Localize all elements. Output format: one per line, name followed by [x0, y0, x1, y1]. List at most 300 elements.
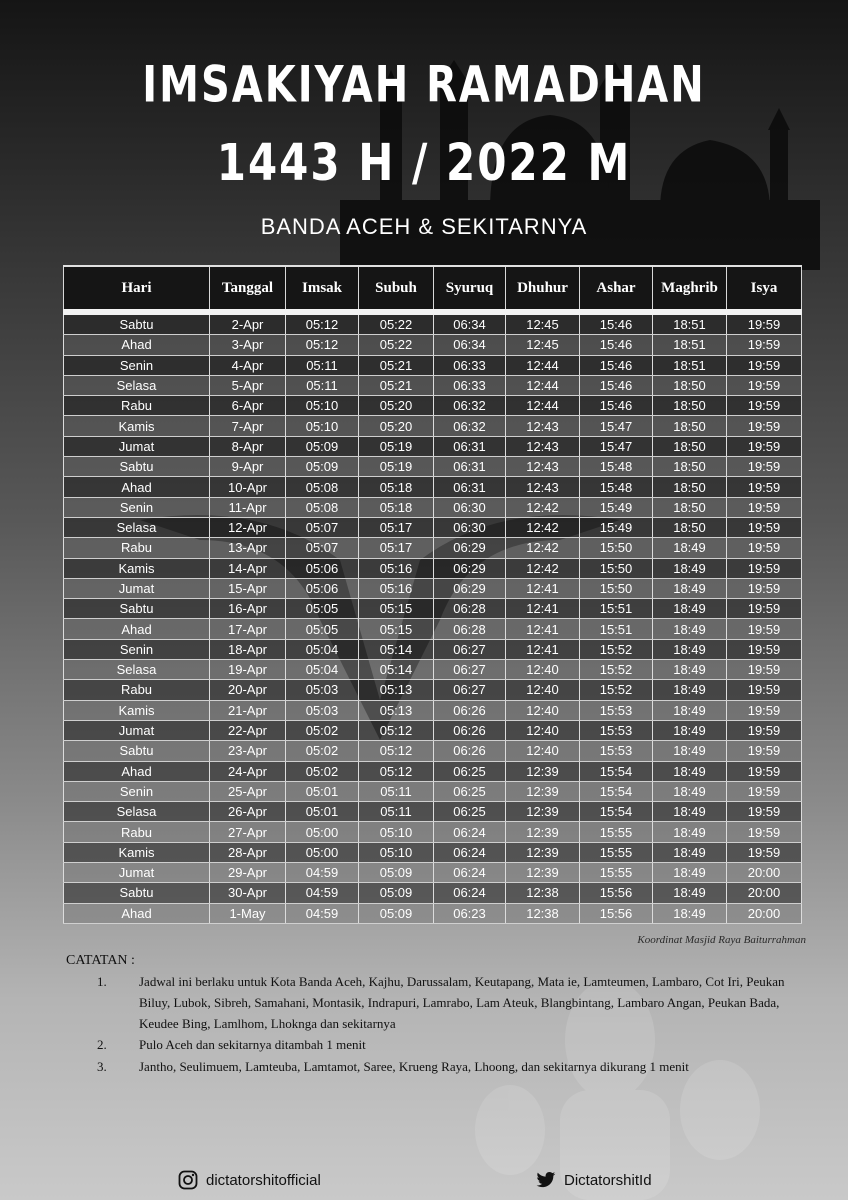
table-cell: 16-Apr — [210, 599, 286, 619]
table-cell: 05:15 — [359, 599, 434, 619]
table-cell: 19:59 — [727, 538, 802, 558]
table-cell: 05:00 — [286, 822, 359, 842]
table-cell: 05:12 — [359, 720, 434, 740]
table-cell: Rabu — [64, 538, 210, 558]
note-number: 2. — [97, 1037, 107, 1052]
table-cell: 18:49 — [653, 680, 727, 700]
table-cell: 21-Apr — [210, 700, 286, 720]
table-row — [64, 477, 802, 497]
table-cell: 15:55 — [580, 842, 653, 862]
table-cell: 15:46 — [580, 396, 653, 416]
table-cell: 18:50 — [653, 416, 727, 436]
table-cell: 18:49 — [653, 639, 727, 659]
table-cell: 18-Apr — [210, 639, 286, 659]
table-cell: 05:01 — [286, 781, 359, 801]
table-cell: Kamis — [64, 416, 210, 436]
note-text: Jadwal ini berlaku untuk Kota Banda Aceh, Kajhu, Darussalam, Keutapang, Mata ie, Lamteumen, Lambaro, Cot Iri, Peukan Biluy, Lubok, Sibreh, Samahani, Montasik, Indrapuri, Lamrabo, Lam Ateuk, Blangbintang, Lambaro Angan, Peukan Bada, Keudee Bing, Lamlhom, Lhoknga dan sekitarnya — [139, 974, 785, 1031]
table-cell: 30-Apr — [210, 883, 286, 903]
table-cell: 10-Apr — [210, 477, 286, 497]
table-cell: Kamis — [64, 700, 210, 720]
table-row — [64, 802, 802, 822]
table-cell: 15:54 — [580, 781, 653, 801]
table-row — [64, 497, 802, 517]
table-cell: 05:10 — [359, 822, 434, 842]
table-cell: 05:15 — [359, 619, 434, 639]
table-cell: 15:56 — [580, 883, 653, 903]
table-cell: 12:43 — [506, 416, 580, 436]
table-cell: 22-Apr — [210, 720, 286, 740]
table-cell: 18:51 — [653, 335, 727, 355]
table-cell: 06:29 — [434, 538, 506, 558]
table-body — [64, 312, 802, 923]
table-cell: 06:25 — [434, 781, 506, 801]
table-cell: 15:53 — [580, 700, 653, 720]
table-cell: 9-Apr — [210, 457, 286, 477]
table-cell: 18:49 — [653, 538, 727, 558]
table-cell: 5-Apr — [210, 375, 286, 395]
table-row — [64, 558, 802, 578]
table-cell: 05:20 — [359, 416, 434, 436]
table-cell: 18:49 — [653, 660, 727, 680]
table-cell: 05:02 — [286, 720, 359, 740]
table-cell: 05:06 — [286, 558, 359, 578]
table-cell: 12:38 — [506, 883, 580, 903]
table-cell: Sabtu — [64, 312, 210, 335]
table-cell: 05:02 — [286, 741, 359, 761]
table-cell: 18:49 — [653, 741, 727, 761]
table-cell: 15:50 — [580, 558, 653, 578]
table-cell: 15:46 — [580, 335, 653, 355]
table-cell: Ahad — [64, 903, 210, 923]
table-cell: 06:29 — [434, 578, 506, 598]
table-cell: 12:43 — [506, 436, 580, 456]
table-cell: 06:33 — [434, 355, 506, 375]
table-cell: 20:00 — [727, 863, 802, 883]
table-cell: 12:42 — [506, 517, 580, 537]
table-cell: 05:04 — [286, 660, 359, 680]
table-cell: 18:49 — [653, 781, 727, 801]
title-line-1: IMSAKIYAH RAMADHAN — [142, 56, 706, 114]
table-cell: 05:19 — [359, 457, 434, 477]
table-cell: 05:13 — [359, 680, 434, 700]
table-cell: 18:49 — [653, 558, 727, 578]
table-cell: 06:24 — [434, 863, 506, 883]
table-cell: 19:59 — [727, 477, 802, 497]
table-cell: 12:39 — [506, 822, 580, 842]
table-cell: 05:12 — [286, 312, 359, 335]
table-cell: 20:00 — [727, 903, 802, 923]
table-cell: 26-Apr — [210, 802, 286, 822]
table-cell: 15-Apr — [210, 578, 286, 598]
table-cell: 15:50 — [580, 578, 653, 598]
table-cell: 19:59 — [727, 639, 802, 659]
table-cell: Ahad — [64, 477, 210, 497]
table-cell: 05:09 — [359, 883, 434, 903]
instagram-label: dictatorshitofficial — [206, 1171, 321, 1189]
table-cell: 19:59 — [727, 822, 802, 842]
table-cell: 05:09 — [359, 903, 434, 923]
table-cell: 12:40 — [506, 700, 580, 720]
column-header: Dhuhur — [506, 266, 580, 312]
table-cell: 05:00 — [286, 842, 359, 862]
table-cell: 05:20 — [359, 396, 434, 416]
table-cell: 25-Apr — [210, 781, 286, 801]
table-cell: 05:09 — [286, 457, 359, 477]
table-cell: Selasa — [64, 517, 210, 537]
table-row — [64, 457, 802, 477]
table-cell: 3-Apr — [210, 335, 286, 355]
table-cell: 05:10 — [286, 396, 359, 416]
table-cell: 06:28 — [434, 619, 506, 639]
table-cell: 19:59 — [727, 355, 802, 375]
table-cell: 12:39 — [506, 802, 580, 822]
table-cell: Sabtu — [64, 883, 210, 903]
table-cell: 12:42 — [506, 497, 580, 517]
table-cell: 12:41 — [506, 599, 580, 619]
table-cell: Senin — [64, 781, 210, 801]
table-cell: 27-Apr — [210, 822, 286, 842]
title-line-2: 1443 H / 2022 M — [216, 133, 632, 192]
table-cell: 05:03 — [286, 700, 359, 720]
table-cell: 17-Apr — [210, 619, 286, 639]
table-cell: 19:59 — [727, 396, 802, 416]
table-cell: 18:49 — [653, 822, 727, 842]
table-row — [64, 781, 802, 801]
table-cell: Ahad — [64, 619, 210, 639]
table-cell: 15:48 — [580, 457, 653, 477]
table-cell: 05:01 — [286, 802, 359, 822]
table-cell: 18:50 — [653, 457, 727, 477]
table-cell: Sabtu — [64, 457, 210, 477]
table-cell: 19:59 — [727, 802, 802, 822]
table-cell: 15:52 — [580, 680, 653, 700]
table-cell: Sabtu — [64, 599, 210, 619]
table-cell: 06:31 — [434, 457, 506, 477]
table-cell: 05:07 — [286, 538, 359, 558]
table-cell: 05:05 — [286, 599, 359, 619]
note-number: 1. — [97, 974, 107, 989]
table-cell: 06:31 — [434, 477, 506, 497]
table-row — [64, 741, 802, 761]
table-cell: 12:45 — [506, 312, 580, 335]
table-cell: 05:12 — [286, 335, 359, 355]
table-cell: Jumat — [64, 436, 210, 456]
table-cell: 15:46 — [580, 375, 653, 395]
table-cell: 05:22 — [359, 335, 434, 355]
table-cell: 15:49 — [580, 517, 653, 537]
table-row — [64, 822, 802, 842]
table-row — [64, 517, 802, 537]
table-cell: 18:50 — [653, 477, 727, 497]
table-cell: 12:43 — [506, 477, 580, 497]
table-cell: 06:33 — [434, 375, 506, 395]
table-cell: 18:50 — [653, 436, 727, 456]
table-cell: 18:51 — [653, 312, 727, 335]
note-number: 3. — [97, 1059, 107, 1074]
column-header: Ashar — [580, 266, 653, 312]
table-cell: 05:02 — [286, 761, 359, 781]
table-cell: 29-Apr — [210, 863, 286, 883]
table-row — [64, 335, 802, 355]
table-cell: 18:50 — [653, 396, 727, 416]
table-cell: 18:49 — [653, 720, 727, 740]
table-cell: 06:30 — [434, 517, 506, 537]
table-cell: Rabu — [64, 396, 210, 416]
table-cell: 15:51 — [580, 599, 653, 619]
table-cell: 06:29 — [434, 558, 506, 578]
table-cell: 19:59 — [727, 781, 802, 801]
table-cell: Selasa — [64, 802, 210, 822]
table-cell: 12:39 — [506, 863, 580, 883]
table-cell: 8-Apr — [210, 436, 286, 456]
table-row — [64, 599, 802, 619]
table-cell: 19:59 — [727, 436, 802, 456]
table-cell: 06:26 — [434, 741, 506, 761]
table-cell: 19:59 — [727, 335, 802, 355]
table-cell: 04:59 — [286, 863, 359, 883]
table-row — [64, 660, 802, 680]
table-cell: Senin — [64, 497, 210, 517]
table-cell: 15:54 — [580, 761, 653, 781]
table-cell: 06:27 — [434, 680, 506, 700]
table-cell: 12:43 — [506, 457, 580, 477]
table-cell: 19:59 — [727, 660, 802, 680]
table-cell: 05:21 — [359, 375, 434, 395]
table-cell: 19:59 — [727, 761, 802, 781]
table-cell: 15:50 — [580, 538, 653, 558]
table-cell: 19:59 — [727, 619, 802, 639]
table-cell: 12:40 — [506, 660, 580, 680]
table-cell: 18:51 — [653, 355, 727, 375]
table-cell: 15:53 — [580, 741, 653, 761]
table-cell: 05:16 — [359, 558, 434, 578]
table-cell: 05:12 — [359, 761, 434, 781]
note-text: Jantho, Seulimuem, Lamteuba, Lamtamot, Saree, Krueng Raya, Lhoong, dan sekitarnya dikurang 1 menit — [139, 1059, 689, 1074]
table-cell: Rabu — [64, 680, 210, 700]
table-cell: 19:59 — [727, 312, 802, 335]
table-row — [64, 842, 802, 862]
table-cell: 05:22 — [359, 312, 434, 335]
twitter-label: DictatorshitId — [564, 1171, 652, 1189]
table-row — [64, 761, 802, 781]
table-row — [64, 416, 802, 436]
table-cell: 14-Apr — [210, 558, 286, 578]
table-cell: Sabtu — [64, 741, 210, 761]
table-cell: 15:49 — [580, 497, 653, 517]
table-cell: 18:49 — [653, 863, 727, 883]
table-cell: 12:39 — [506, 761, 580, 781]
table-cell: Ahad — [64, 761, 210, 781]
table-cell: 19:59 — [727, 375, 802, 395]
table-cell: 12:40 — [506, 720, 580, 740]
table-cell: 15:51 — [580, 619, 653, 639]
column-header: Tanggal — [210, 266, 286, 312]
table-row — [64, 863, 802, 883]
table-cell: 18:49 — [653, 761, 727, 781]
table-cell: 05:14 — [359, 660, 434, 680]
table-cell: 19:59 — [727, 741, 802, 761]
table-cell: 19-Apr — [210, 660, 286, 680]
table-row — [64, 538, 802, 558]
table-cell: 19:59 — [727, 700, 802, 720]
table-cell: 12:44 — [506, 396, 580, 416]
table-cell: 12:44 — [506, 355, 580, 375]
table-cell: 19:59 — [727, 497, 802, 517]
table-cell: 06:24 — [434, 883, 506, 903]
table-cell: 19:59 — [727, 720, 802, 740]
table-cell: 15:47 — [580, 436, 653, 456]
table-row — [64, 396, 802, 416]
instagram-icon — [178, 1170, 198, 1190]
table-cell: 06:26 — [434, 700, 506, 720]
table-row — [64, 312, 802, 335]
table-cell: 05:05 — [286, 619, 359, 639]
table-cell: 19:59 — [727, 842, 802, 862]
table-cell: Selasa — [64, 375, 210, 395]
table-row — [64, 436, 802, 456]
table-cell: 05:17 — [359, 517, 434, 537]
table-cell: 23-Apr — [210, 741, 286, 761]
table-cell: 15:46 — [580, 355, 653, 375]
table-cell: Kamis — [64, 842, 210, 862]
table-cell: 05:07 — [286, 517, 359, 537]
table-cell: 15:52 — [580, 660, 653, 680]
table-cell: 06:31 — [434, 436, 506, 456]
table-cell: 05:10 — [359, 842, 434, 862]
table-cell: 06:24 — [434, 822, 506, 842]
table-cell: 06:34 — [434, 335, 506, 355]
table-cell: 19:59 — [727, 457, 802, 477]
note-text: Pulo Aceh dan sekitarnya ditambah 1 menit — [139, 1037, 366, 1052]
table-cell: 05:11 — [286, 375, 359, 395]
table-row — [64, 578, 802, 598]
table-cell: Jumat — [64, 578, 210, 598]
table-cell: 12:41 — [506, 619, 580, 639]
table-cell: 19:59 — [727, 578, 802, 598]
table-cell: 15:48 — [580, 477, 653, 497]
table-cell: 20-Apr — [210, 680, 286, 700]
table-cell: 06:32 — [434, 396, 506, 416]
table-cell: 15:47 — [580, 416, 653, 436]
table-cell: 06:26 — [434, 720, 506, 740]
table-row — [64, 355, 802, 375]
table-cell: 12:44 — [506, 375, 580, 395]
table-cell: 20:00 — [727, 883, 802, 903]
table-cell: 19:59 — [727, 599, 802, 619]
table-header-row — [64, 266, 802, 312]
table-cell: 12:40 — [506, 741, 580, 761]
table-cell: 06:27 — [434, 660, 506, 680]
table-cell: 2-Apr — [210, 312, 286, 335]
table-cell: 19:59 — [727, 680, 802, 700]
table-cell: 05:06 — [286, 578, 359, 598]
table-cell: Kamis — [64, 558, 210, 578]
table-cell: 12:42 — [506, 538, 580, 558]
table-cell: 05:09 — [359, 863, 434, 883]
table-cell: 05:11 — [359, 781, 434, 801]
table-cell: 18:49 — [653, 619, 727, 639]
table-cell: 12:38 — [506, 903, 580, 923]
table-cell: 15:54 — [580, 802, 653, 822]
table-cell: 05:10 — [286, 416, 359, 436]
table-cell: 18:49 — [653, 700, 727, 720]
column-header: Syuruq — [434, 266, 506, 312]
table-cell: Senin — [64, 355, 210, 375]
column-header: Subuh — [359, 266, 434, 312]
table-cell: 28-Apr — [210, 842, 286, 862]
notes-title: CATATAN : — [66, 953, 135, 968]
table-cell: 06:27 — [434, 639, 506, 659]
twitter-handle[interactable] — [536, 1170, 652, 1190]
table-cell: 18:49 — [653, 599, 727, 619]
table-cell: 4-Apr — [210, 355, 286, 375]
table-cell: 06:28 — [434, 599, 506, 619]
schedule-table — [63, 265, 802, 924]
table-cell: 12:40 — [506, 680, 580, 700]
table-cell: 15:55 — [580, 863, 653, 883]
table-cell: 06:25 — [434, 761, 506, 781]
table-row — [64, 619, 802, 639]
table-cell: 18:49 — [653, 802, 727, 822]
table-row — [64, 375, 802, 395]
table-cell: 05:08 — [286, 497, 359, 517]
table-cell: 12:39 — [506, 781, 580, 801]
table-cell: 1-May — [210, 903, 286, 923]
twitter-icon — [536, 1170, 556, 1190]
table-cell: 15:52 — [580, 639, 653, 659]
table-cell: 04:59 — [286, 883, 359, 903]
table-row — [64, 720, 802, 740]
table-cell: 06:25 — [434, 802, 506, 822]
table-row — [64, 639, 802, 659]
table-cell: 06:23 — [434, 903, 506, 923]
table-cell: 15:46 — [580, 312, 653, 335]
table-cell: 12:41 — [506, 578, 580, 598]
table-cell: Ahad — [64, 335, 210, 355]
table-cell: 05:09 — [286, 436, 359, 456]
table-cell: 18:49 — [653, 883, 727, 903]
table-cell: 05:14 — [359, 639, 434, 659]
table-cell: 05:18 — [359, 497, 434, 517]
table-cell: 05:19 — [359, 436, 434, 456]
table-row — [64, 700, 802, 720]
table-cell: 19:59 — [727, 517, 802, 537]
table-cell: 15:55 — [580, 822, 653, 842]
table-cell: 18:49 — [653, 842, 727, 862]
table-cell: 19:59 — [727, 558, 802, 578]
table-row — [64, 883, 802, 903]
table-cell: 12-Apr — [210, 517, 286, 537]
table-cell: Rabu — [64, 822, 210, 842]
table-cell: 06:24 — [434, 842, 506, 862]
instagram-handle[interactable] — [178, 1170, 321, 1190]
table-cell: 06:30 — [434, 497, 506, 517]
table-cell: 05:13 — [359, 700, 434, 720]
table-cell: 04:59 — [286, 903, 359, 923]
table-cell: 18:49 — [653, 578, 727, 598]
table-row — [64, 903, 802, 923]
table-cell: Selasa — [64, 660, 210, 680]
table-cell: 05:16 — [359, 578, 434, 598]
table-cell: 05:08 — [286, 477, 359, 497]
table-cell: 12:42 — [506, 558, 580, 578]
table-cell: 6-Apr — [210, 396, 286, 416]
table-cell: 7-Apr — [210, 416, 286, 436]
table-cell: 06:34 — [434, 312, 506, 335]
table-row — [64, 680, 802, 700]
table-cell: 12:41 — [506, 639, 580, 659]
table-cell: 05:04 — [286, 639, 359, 659]
